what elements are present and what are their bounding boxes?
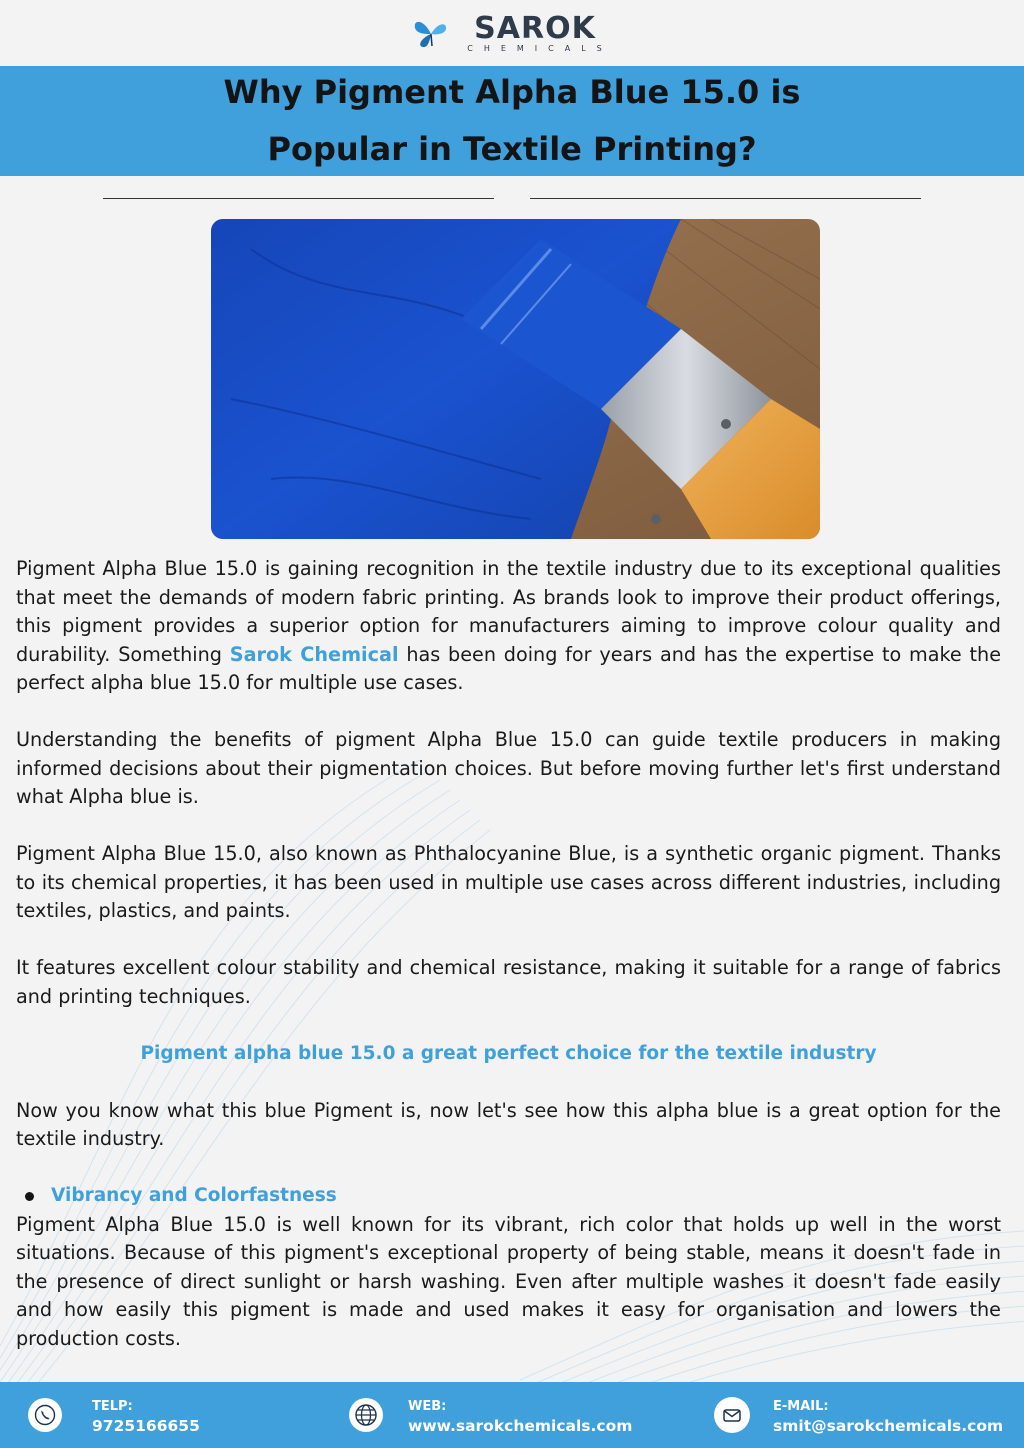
footer-email-label: E-MAIL: (773, 1399, 829, 1414)
blue-paint-brush-image (211, 219, 820, 539)
footer-web-label: WEB: (408, 1399, 447, 1414)
paragraph-benefits: Understanding the benefits of pigment Alpha Blue 15.0 can guide textile producers in making informed decisions about their pigmentation choices. But before moving further let's first understand what Alpha blue is. (16, 728, 1001, 808)
header (0, 0, 1024, 66)
sarok-chemical-link[interactable]: Sarok Chemical (229, 642, 399, 666)
brand-name: SAROK (474, 10, 596, 46)
hero-image (211, 219, 820, 539)
butterfly-icon (411, 16, 451, 50)
paragraph-intro-end: has been doing for years and has the expertise to make the perfect alpha blue 15.0 for multiple use cases. (16, 642, 1002, 694)
footer-phone-value[interactable]: 9725166655 (92, 1417, 200, 1435)
bullet-heading (25, 1182, 1001, 1211)
footer-web[interactable] (349, 1382, 383, 1448)
footer-email[interactable] (714, 1382, 750, 1448)
mail-icon (714, 1397, 750, 1433)
divider-left (103, 198, 494, 199)
section-heading: Pigment alpha blue 15.0 a great perfect choice for the textile industry (140, 1042, 877, 1064)
page-title-line-2: Popular in Textile Printing? (267, 130, 757, 168)
paragraph-intro (16, 555, 1001, 698)
article-body (16, 555, 1001, 1353)
divider-right (530, 198, 921, 199)
paragraph-vibrancy: Pigment Alpha Blue 15.0 is well known for its vibrant, rich color that holds up well in the worst situations. Because of this pigment's exceptional property of being stable, means it doesn't fade in the presence of direct sunlight or harsh washing. Even after multiple washes it doesn't fade easily and how easily this pigment is made and used makes it easy for organisation and lowers the production costs. (16, 1212, 1001, 1350)
paragraph-features: It features excellent colour stability and chemical resistance, making it suitable for a range of fabrics and printing techniques. (16, 956, 1001, 1008)
title-banner (0, 66, 1024, 176)
footer-email-value[interactable]: smit@sarokchemicals.com (773, 1417, 1004, 1435)
bullet-heading-label: Vibrancy and Colorfastness (51, 1185, 337, 1206)
bullet-dot-icon (25, 1192, 34, 1201)
footer-phone-label: TELP: (92, 1399, 133, 1414)
brand-tagline: CHEMICALS (467, 43, 613, 53)
paragraph-transition: Now you know what this blue Pigment is, now let's see how this alpha blue is a great option for the textile industry. (16, 1098, 1001, 1150)
footer-phone[interactable] (28, 1382, 62, 1448)
contact-footer (0, 1382, 1024, 1448)
paragraph-intro-start: Pigment Alpha Blue 15.0 is gaining recognition in the textile industry due to its exceptional qualities that meet the demands of modern fabric printing. As brands look to improve their product offerings, this pigment provides a superior option for manufacturers aiming to improve colour quality and durability. Something (16, 557, 1001, 666)
globe-icon (349, 1398, 383, 1432)
brand-logo[interactable] (411, 10, 613, 53)
phone-icon (28, 1398, 62, 1432)
footer-web-value[interactable]: www.sarokchemicals.com (408, 1417, 633, 1435)
paragraph-definition: Pigment Alpha Blue 15.0, also known as Phthalocyanine Blue, is a synthetic organic pigment. Thanks to its chemical properties, it has been used in multiple use cases across different industries, including textiles, plastics, and paints. (16, 842, 1001, 922)
page-title-line-1: Why Pigment Alpha Blue 15.0 is (223, 73, 801, 111)
